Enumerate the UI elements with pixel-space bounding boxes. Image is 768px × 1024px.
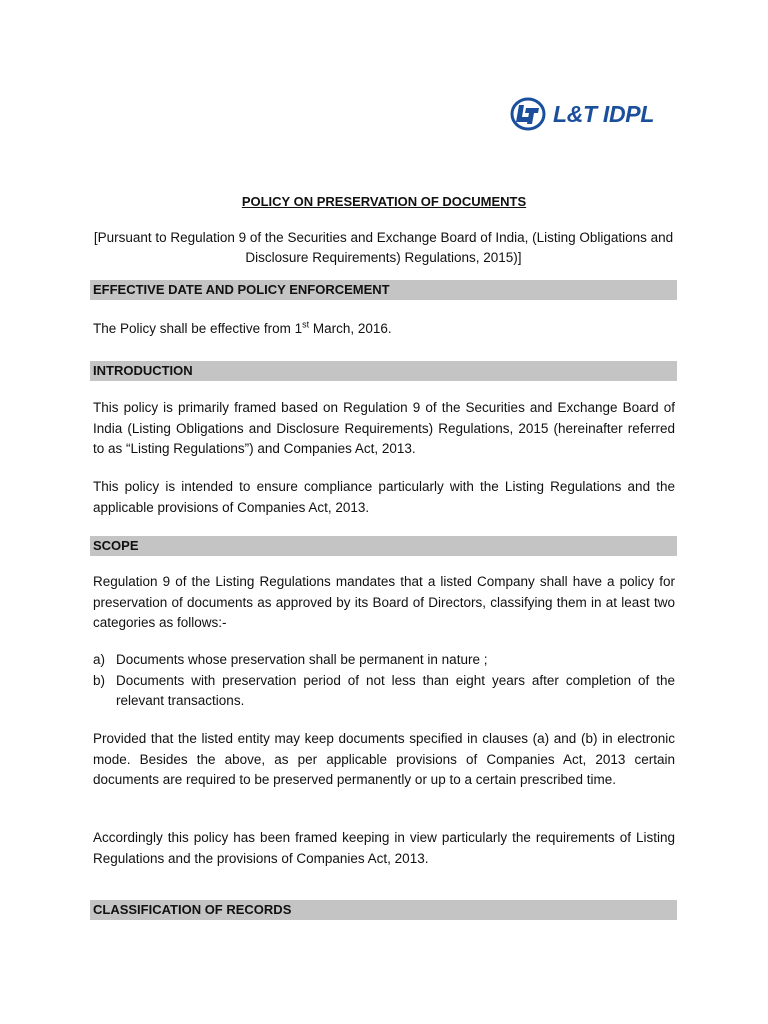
section-heading-scope: SCOPE bbox=[90, 536, 677, 556]
section-heading-introduction: INTRODUCTION bbox=[90, 361, 677, 381]
lt-emblem-icon bbox=[509, 95, 547, 133]
document-title: POLICY ON PRESERVATION OF DOCUMENTS bbox=[241, 194, 527, 209]
list-item bbox=[93, 671, 675, 712]
effective-text-after: March, 2016. bbox=[309, 321, 392, 336]
scope-paragraph-3: Accordingly this policy has been framed keeping in view particularly the requirements of Listing Regulations and the provisions of Companies Act, 2013. bbox=[93, 830, 675, 866]
list-item-marker: b) bbox=[93, 672, 106, 688]
section-heading-classification: CLASSIFICATION OF RECORDS bbox=[90, 900, 677, 920]
list-item-text: Documents whose preservation shall be permanent in nature ; bbox=[116, 652, 488, 667]
list-item bbox=[93, 650, 675, 671]
document-subtitle: [Pursuant to Regulation 9 of the Securities and Exchange Board of India, (Listing Obligations and Disclosure Requirements) Regulations, 2015)] bbox=[93, 230, 674, 265]
scope-paragraph-2: Provided that the listed entity may keep documents specified in clauses (a) and (b) in electronic mode. Besides the above, as per applicable provisions of Companies Act, 2013 certain documents are required to be preserved permanently or up to a certain prescribed time. bbox=[93, 731, 675, 787]
logo-wordmark: L&T IDPL bbox=[553, 100, 655, 127]
company-logo bbox=[509, 88, 675, 140]
list-item-marker: a) bbox=[93, 652, 106, 667]
scope-paragraph-1: Regulation 9 of the Listing Regulations mandates that a listed Company shall have a policy for preservation of documents as approved by its Board of Directors, classifying them in at least two categories as follows:- bbox=[93, 574, 675, 630]
effective-date-ordinal: st bbox=[302, 319, 310, 330]
introduction-paragraph-1: This policy is primarily framed based on Regulation 9 of the Securities and Exchange Board of India (Listing Obligations and Disclosure Requirements) Regulations, 2015 (hereinafter referred to as “Listing Regulations”) and Companies Act, 2013. bbox=[93, 400, 675, 456]
effective-text-before: The Policy shall be effective from 1 bbox=[93, 321, 303, 336]
section-heading-effective-date: EFFECTIVE DATE AND POLICY ENFORCEMENT bbox=[90, 280, 677, 300]
effective-date-paragraph bbox=[93, 319, 675, 340]
introduction-paragraph-2: This policy is intended to ensure compliance particularly with the Listing Regulations and the applicable provisions of Companies Act, 2013. bbox=[93, 479, 675, 515]
list-item-text: Documents with preservation period of not less than eight years after completion of the relevant transactions. bbox=[116, 672, 675, 708]
scope-category-list bbox=[93, 650, 675, 712]
